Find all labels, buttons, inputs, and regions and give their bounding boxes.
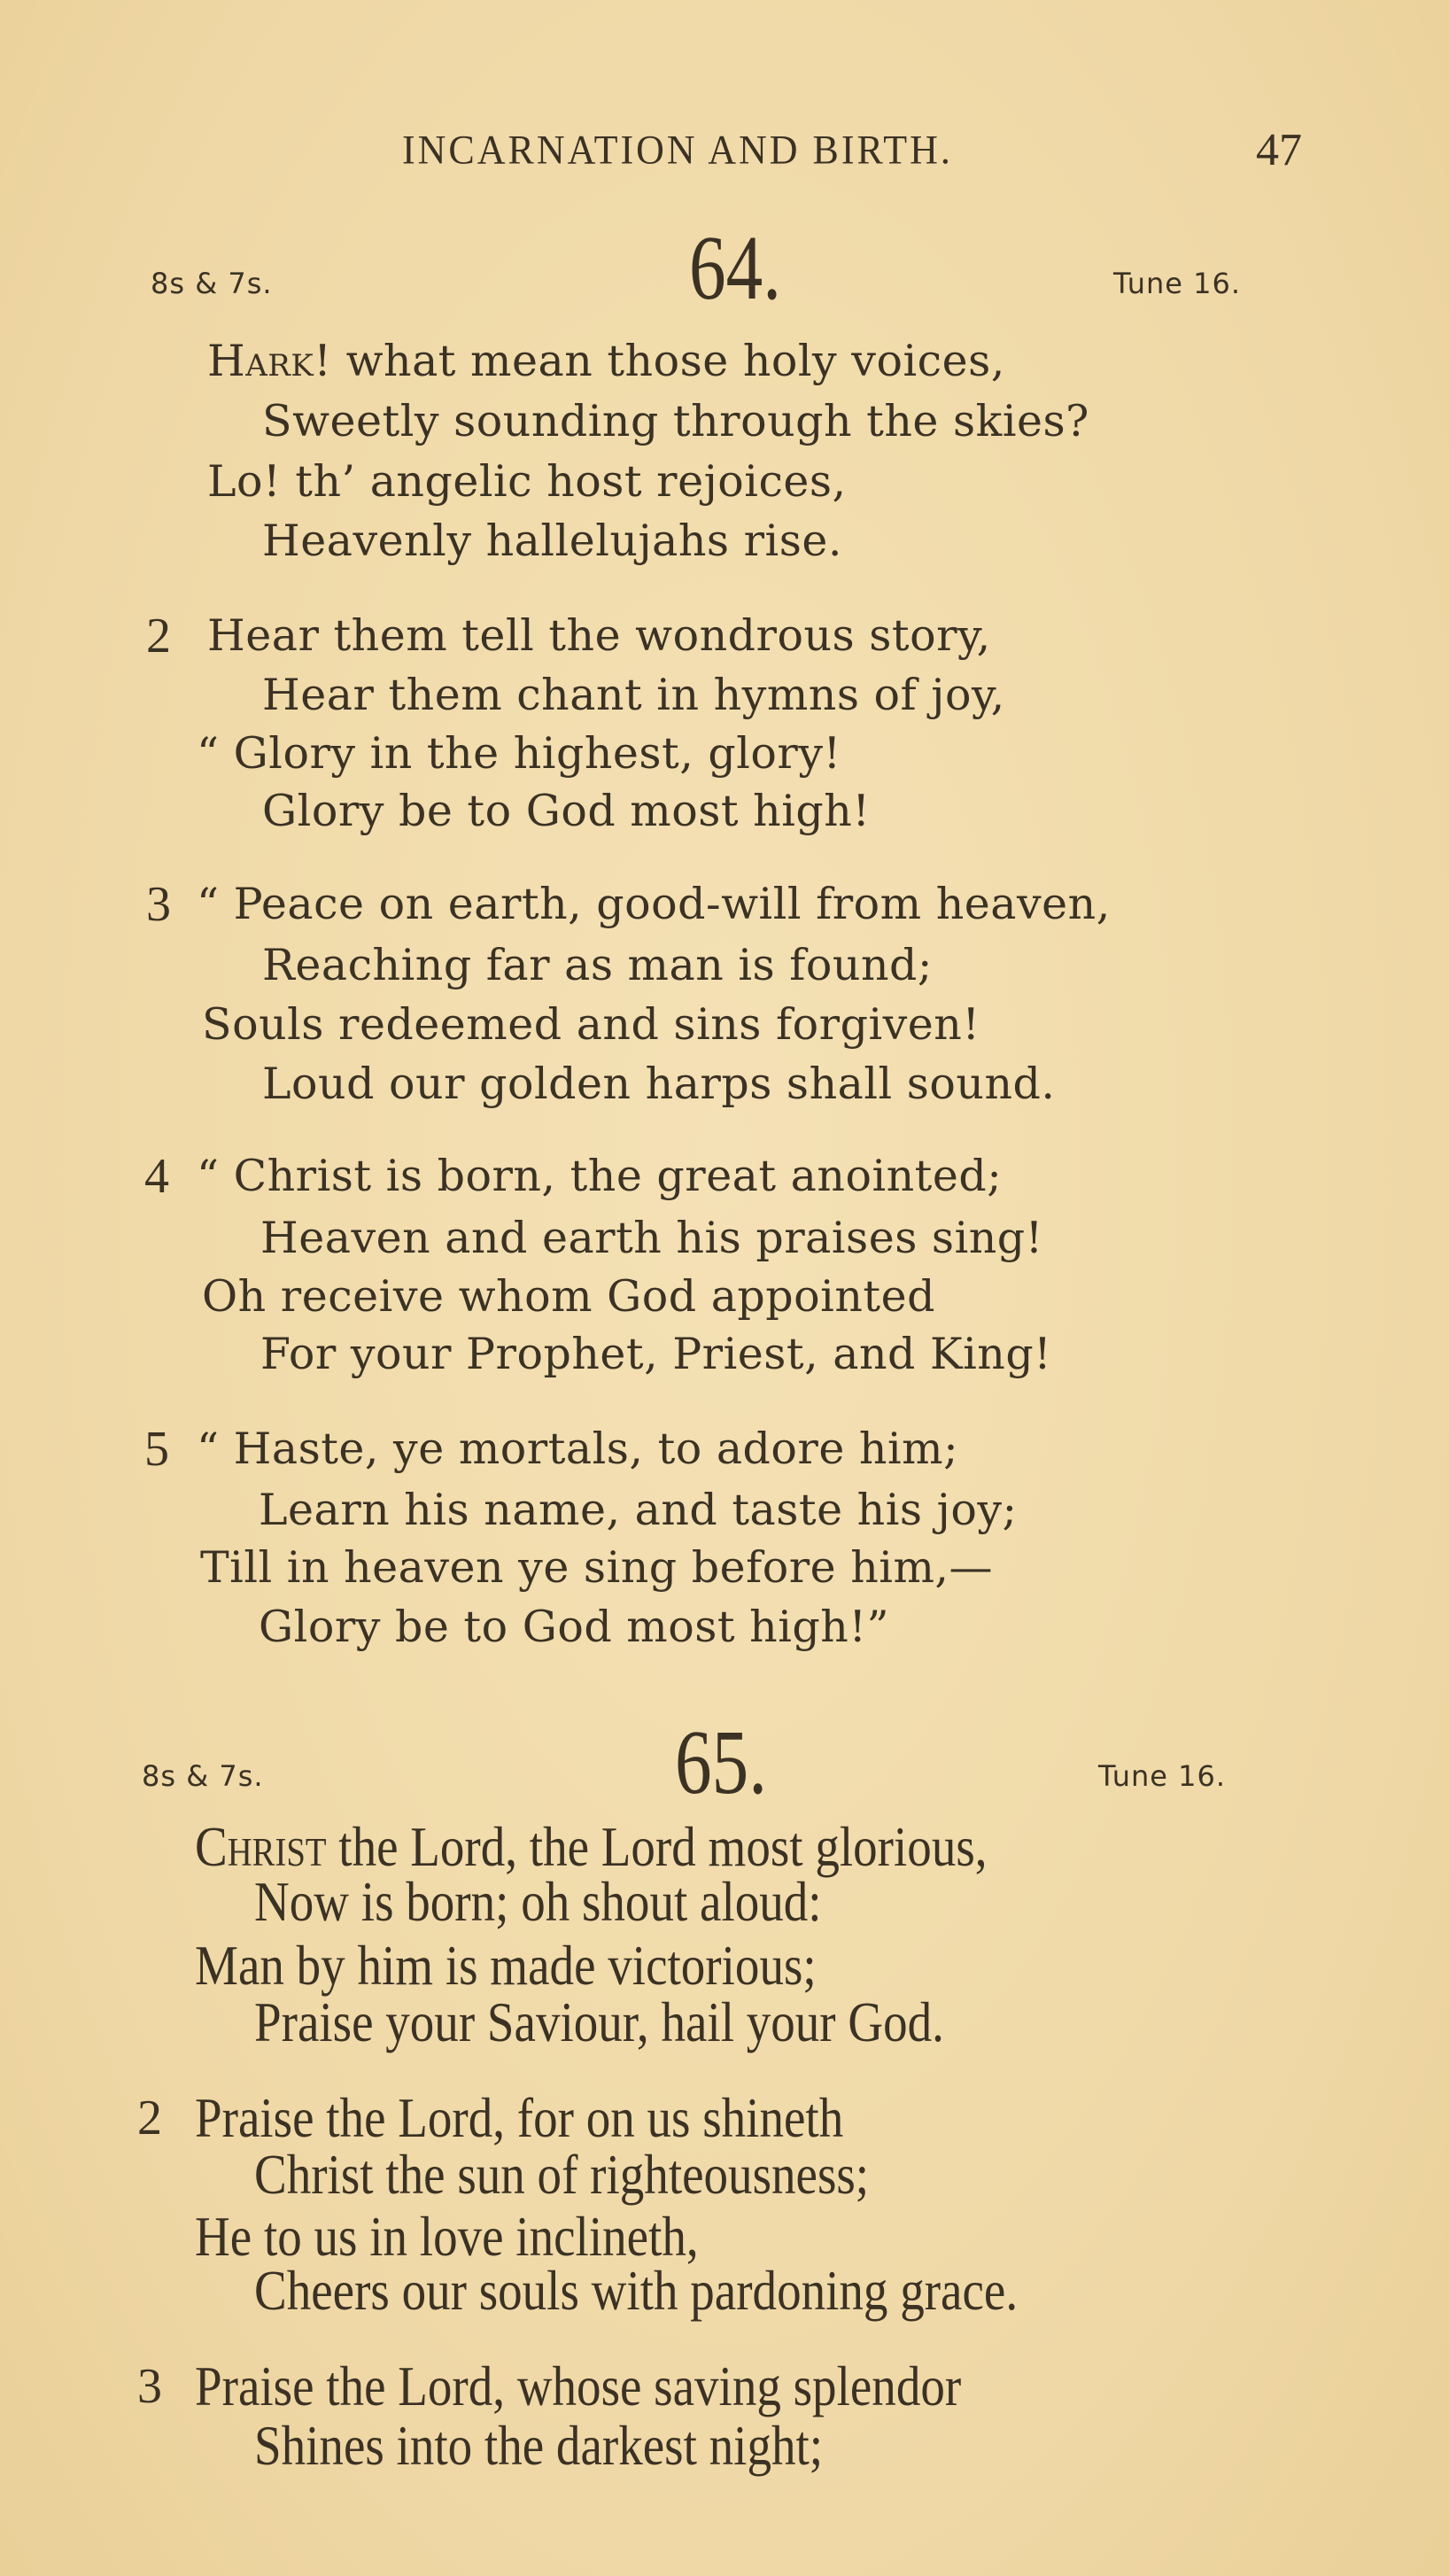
hymn-line: Christ the sun of righteousness; <box>254 2143 870 2206</box>
stanza-number: 2 <box>137 2091 162 2145</box>
hymn-line: Heaven and earth his praises sing! <box>260 1213 1043 1263</box>
hymn-line: Glory be to God most high!” <box>259 1602 890 1652</box>
hymn-line: Souls redeemed and sins forgiven! <box>202 999 980 1050</box>
hymn-line: Shines into the darkest night; <box>254 2414 824 2477</box>
hymn-line: Praise your Saviour, hail your God. <box>254 1990 944 2053</box>
hymn-meter: 8s & 7s. <box>142 1759 264 1793</box>
running-title: INCARNATION AND BIRTH. <box>402 127 953 174</box>
line-text: the Lord, the Lord most glorious, <box>326 1815 988 1878</box>
hymn-line: Oh receive whom God appointed <box>202 1271 935 1322</box>
stanza-number: 3 <box>137 2359 162 2414</box>
hymn-line <box>195 1816 988 1878</box>
hymn-number: 64. <box>689 217 781 319</box>
page-number: 47 <box>1256 125 1302 175</box>
hymn-tune: Tune 16. <box>1113 267 1241 300</box>
hymn-number: 65. <box>675 1711 767 1813</box>
hymn-line: “ Glory in the highest, glory! <box>197 728 841 779</box>
stanza-number: 3 <box>146 877 171 932</box>
hymn-tune: Tune 16. <box>1098 1759 1226 1793</box>
hymn-line: Heavenly hallelujahs rise. <box>262 516 842 566</box>
hymn-line: Now is born; oh shout aloud: <box>254 1870 822 1933</box>
stanza-number: 4 <box>144 1149 169 1204</box>
hymn-line: Till in heaven ye sing before him,— <box>200 1542 994 1593</box>
hymn-line <box>207 330 1005 392</box>
hymn-line: Cheers our souls with pardoning grace. <box>254 2259 1019 2322</box>
hymn-line: Hear them chant in hymns of joy, <box>262 670 1005 720</box>
stanza-number: 2 <box>146 609 171 663</box>
hymn-line: He to us in love inclineth, <box>195 2205 699 2268</box>
hymn-line: For your Prophet, Priest, and King! <box>260 1329 1052 1379</box>
hymn-line: Praise the Lord, whose saving splendor <box>195 2355 962 2417</box>
hymn-line: Praise the Lord, for on us shineth <box>195 2086 844 2149</box>
hymn-line: Reaching far as man is found; <box>262 940 933 990</box>
hymn-line: “ Peace on earth, good-will from heaven, <box>197 879 1111 929</box>
hymn-line: Glory be to God most high! <box>262 786 871 836</box>
hymn-line: Loud our golden harps shall sound. <box>262 1059 1056 1109</box>
stanza-number: 5 <box>144 1422 169 1477</box>
hymn-line: Hear them tell the wondrous story, <box>207 610 991 661</box>
hymn-line: “ Christ is born, the great anointed; <box>197 1151 1003 1201</box>
hymn-line: Lo! th’ angelic host rejoices, <box>207 456 847 507</box>
hymn-line: Man by him is made victorious; <box>195 1934 817 1997</box>
first-word: Hark <box>207 336 314 386</box>
first-word: Christ <box>195 1815 327 1878</box>
hymn-meter: 8s & 7s. <box>151 267 273 300</box>
hymn-line: Sweetly sounding through the skies? <box>262 396 1089 446</box>
hymn-line: “ Haste, ye mortals, to adore him; <box>197 1424 959 1474</box>
line-text: ! what mean those holy voices, <box>314 336 1005 386</box>
hymn-line: Learn his name, and taste his joy; <box>259 1485 1018 1535</box>
